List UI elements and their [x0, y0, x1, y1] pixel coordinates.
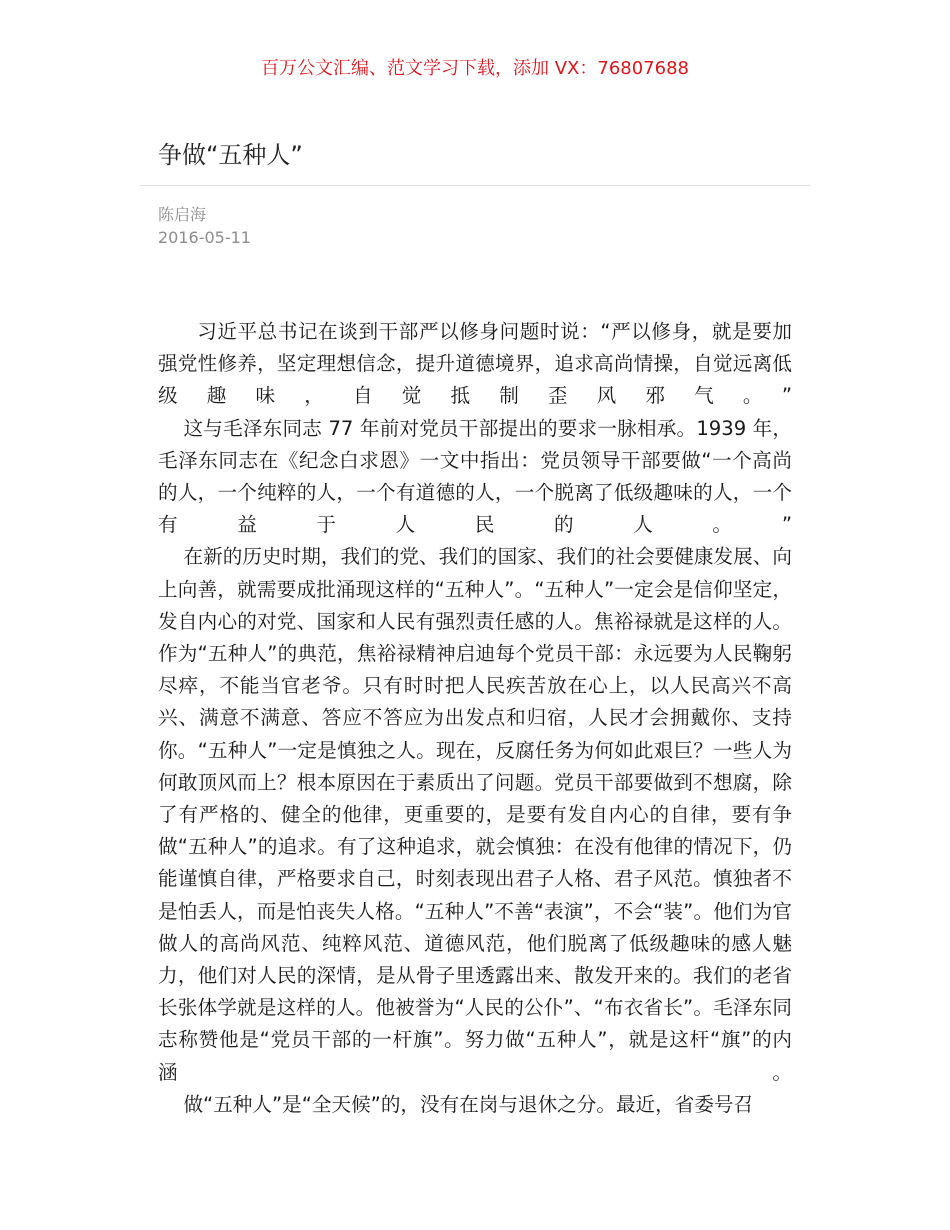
article-paragraph: 这与毛泽东同志 77 年前对党员干部提出的要求一脉相承。1939 年，毛泽东同志在《纪念白求恩》一文中指出：党员领导干部要做“一个高尚的人，一个纯粹的人，一个有道德的人，一个脱离了低级趣味的人，一个有益于人民的人。”	[158, 416, 792, 537]
article-body	[158, 316, 792, 1121]
download-banner: 百万公文汇编、范文学习下载，添加 VX：76807688	[261, 58, 689, 79]
article-date: 2016-05-11	[158, 228, 251, 247]
article-author: 陈启海	[158, 205, 207, 224]
article-paragraph: 做“五种人”是“全天候”的，没有在岗与退休之分。最近，省委号召	[183, 1092, 754, 1116]
article-paragraph: 习近平总书记在谈到干部严以修身问题时说：“严以修身，就是要加强党性修养，坚定理想信念，提升道德境界，追求高尚情操，自觉远离低级趣味，自觉抵制歪风邪气。”	[158, 320, 792, 408]
article-paragraph: 在新的历史时期，我们的党、我们的国家、我们的社会要健康发展、向上向善，就需要成批涌现这样的“五种人”。“五种人”一定会是信仰坚定，发自内心的对党、国家和人民有强烈责任感的人。焦裕禄就是这样的人。作为“五种人”的典范，焦裕禄精神启迪每个党员干部：永远要为人民鞠躬尽瘁，不能当官老爷。只有时时把人民疾苦放在心上，以人民高兴不高兴、满意不满意、答应不答应为出发点和归宿，人民才会拥戴你、支持你。“五种人”一定是慎独之人。现在，反腐任务为何如此艰巨？一些人为何敢顶风而上？根本原因在于素质出了问题。党员干部要做到不想腐，除了有严格的、健全的他律，更重要的，是要有发自内心的自律，要有争做“五种人”的追求。有了这种追求，就会慎独：在没有他律的情况下，仍能谨慎自律，严格要求自己，时刻表现出君子人格、君子风范。慎独者不是怕丢人，而是怕丧失人格。“五种人”不善“表演”，不会“装”。他们为官做人的高尚风范、纯粹风范、道德风范，他们脱离了低级趣味的感人魅力，他们对人民的深情，是从骨子里透露出来、散发开来的。我们的老省长张体学就是这样的人。他被誉为“人民的公仆”、“布衣省长”。毛泽东同志称赞他是“党员干部的一杆旗”。努力做“五种人”，就是这杆“旗”的内涵。	[158, 545, 792, 1084]
article-title: 争做“五种人”	[158, 141, 303, 169]
title-divider	[140, 185, 810, 186]
